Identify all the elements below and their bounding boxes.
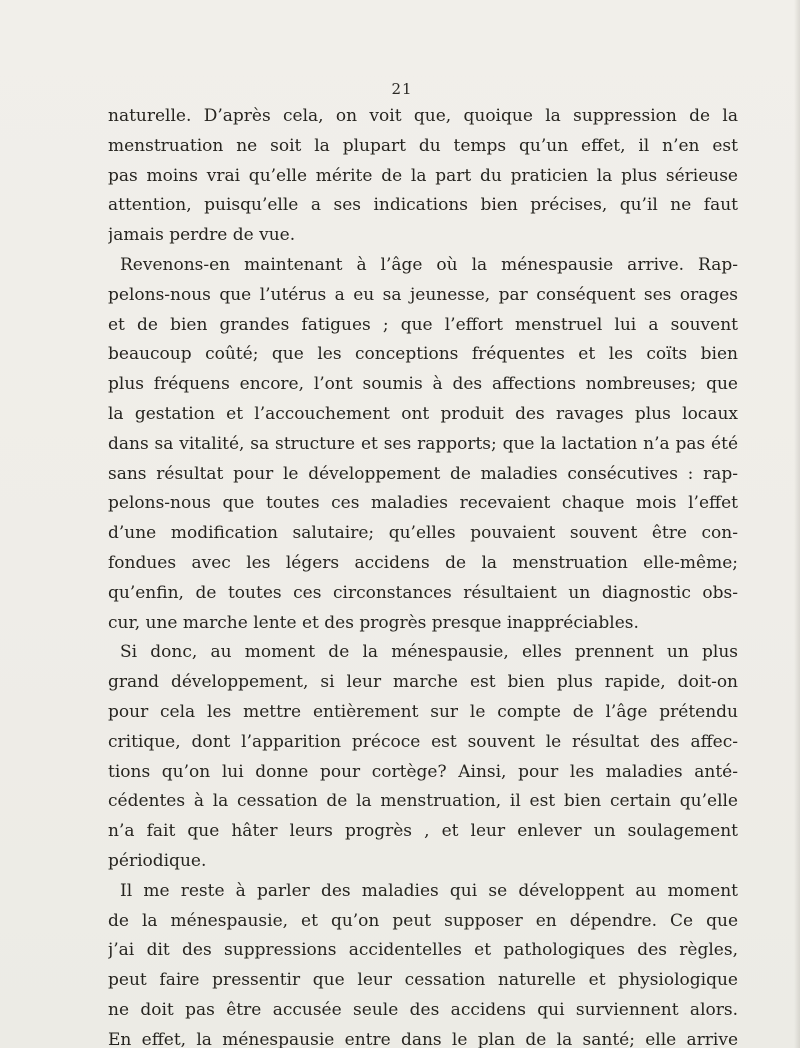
text-line: j’ai dit des suppressions accidentelles et pathologiques des règles, [108, 940, 738, 961]
page-edge-shadow [794, 0, 800, 1048]
text-line: peut faire pressentir que leur cessation naturelle et physiologique [108, 970, 738, 991]
text-line: qu’enfin, de toutes ces circonstances résultaient un diagnostic obs- [108, 582, 738, 603]
text-line: attention, puisqu’elle a ses indications bien précises, qu’il ne faut [108, 195, 738, 216]
body-text [108, 102, 738, 1048]
text-line: En effet, la ménespausie entre dans le plan de la santé; elle arrive [108, 1029, 738, 1048]
text-line: périodique. [108, 850, 207, 871]
text-line: jamais perdre de vue. [108, 225, 296, 246]
text-line: critique, dont l’apparition précoce est souvent le résultat des affec- [108, 731, 738, 752]
text-line: naturelle. D’après cela, on voit que, quoique la suppression de la [108, 106, 738, 126]
text-line: et de bien grandes fatigues ; que l’effort menstruel lui a souvent [108, 314, 738, 335]
text-line: pas moins vrai qu’elle mérite de la part du praticien la plus sérieuse [108, 165, 738, 186]
text-line: menstruation ne soit la plupart du temps qu’un effet, il n’en est [108, 135, 738, 156]
text-line: plus fréquens encore, l’ont soumis à des affections nombreuses; que [108, 374, 738, 395]
text-line: de la ménespausie, et qu’on peut supposer en dépendre. Ce que [108, 910, 738, 931]
text-line: beaucoup coûté; que les conceptions fréquentes et les coïts bien [108, 344, 738, 365]
text-line: grand développement, si leur marche est bien plus rapide, doit-on [108, 672, 738, 693]
text-line: cur, une marche lente et des progrès presque inappréciables. [108, 612, 639, 633]
text-line: d’une modification salutaire; qu’elles pouvaient souvent être con- [108, 523, 738, 544]
text-line: pelons-nous que toutes ces maladies recevaient chaque mois l’effet [108, 493, 738, 514]
text-line: la gestation et l’accouchement ont produit des ravages plus locaux [108, 403, 738, 424]
page-number: 21 [391, 80, 413, 98]
text-line: ne doit pas être accusée seule des accidens qui surviennent alors. [108, 999, 738, 1020]
text-line: tions qu’on lui donne pour cortège? Ainsi, pour les maladies anté- [108, 761, 738, 782]
text-line: fondues avec les légers accidens de la menstruation elle-même; [108, 552, 738, 573]
text-line: dans sa vitalité, sa structure et ses rapports; que la lactation n’a pas été [108, 433, 738, 454]
text-line: Il me reste à parler des maladies qui se développent au moment [120, 880, 738, 901]
text-line: cédentes à la cessation de la menstruation, il est bien certain qu’elle [108, 791, 738, 812]
text-line: Revenons-en maintenant à l’âge où la ménespausie arrive. Rap- [120, 254, 738, 275]
text-line: pelons-nous que l’utérus a eu sa jeunesse, par conséquent ses orages [108, 284, 738, 305]
text-line: Si donc, au moment de la ménespausie, elles prennent un plus [120, 642, 738, 663]
text-line: sans résultat pour le développement de maladies consécutives : rap- [108, 463, 738, 484]
text-line: n’a fait que hâter leurs progrès , et leur enlever un soulagement [108, 821, 738, 842]
text-line: pour cela les mettre entièrement sur le compte de l’âge prétendu [108, 701, 738, 722]
